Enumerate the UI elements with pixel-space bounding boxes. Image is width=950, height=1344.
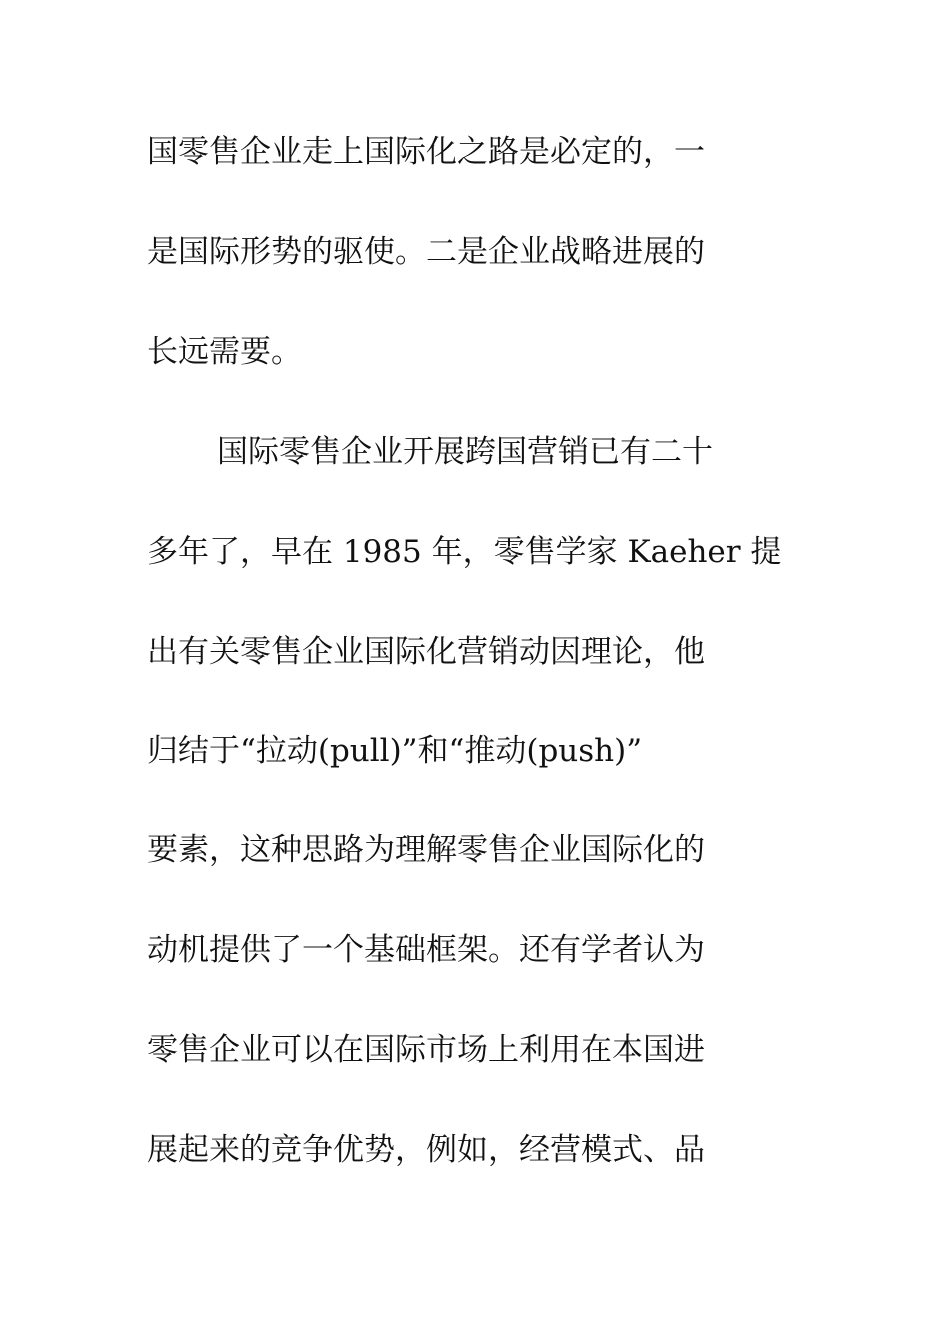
text-line: 是国际形势的驱使。二是企业战略进展的 <box>147 234 705 270</box>
text-line: 多年了，早在 1985 年，零售学家 Kaeher 提 <box>147 534 782 570</box>
text-line: 展起来的竞争优势，例如，经营模式、品 <box>147 1132 705 1168</box>
paragraph-first-line: 国际零售企业开展跨国营销已有二十 <box>217 434 713 470</box>
text-line: 零售企业可以在国际市场上利用在本国进 <box>147 1032 705 1068</box>
text-line: 归结于“拉动(pull)”和“推动(push)” <box>147 733 643 769</box>
text-line: 长远需要。 <box>147 334 302 370</box>
text-line: 国零售企业走上国际化之路是必定的，一 <box>147 134 705 170</box>
text-line: 出有关零售企业国际化营销动因理论，他 <box>147 634 705 670</box>
text-line: 要素，这种思路为理解零售企业国际化的 <box>147 832 705 868</box>
text-line: 动机提供了一个基础框架。还有学者认为 <box>147 932 705 968</box>
